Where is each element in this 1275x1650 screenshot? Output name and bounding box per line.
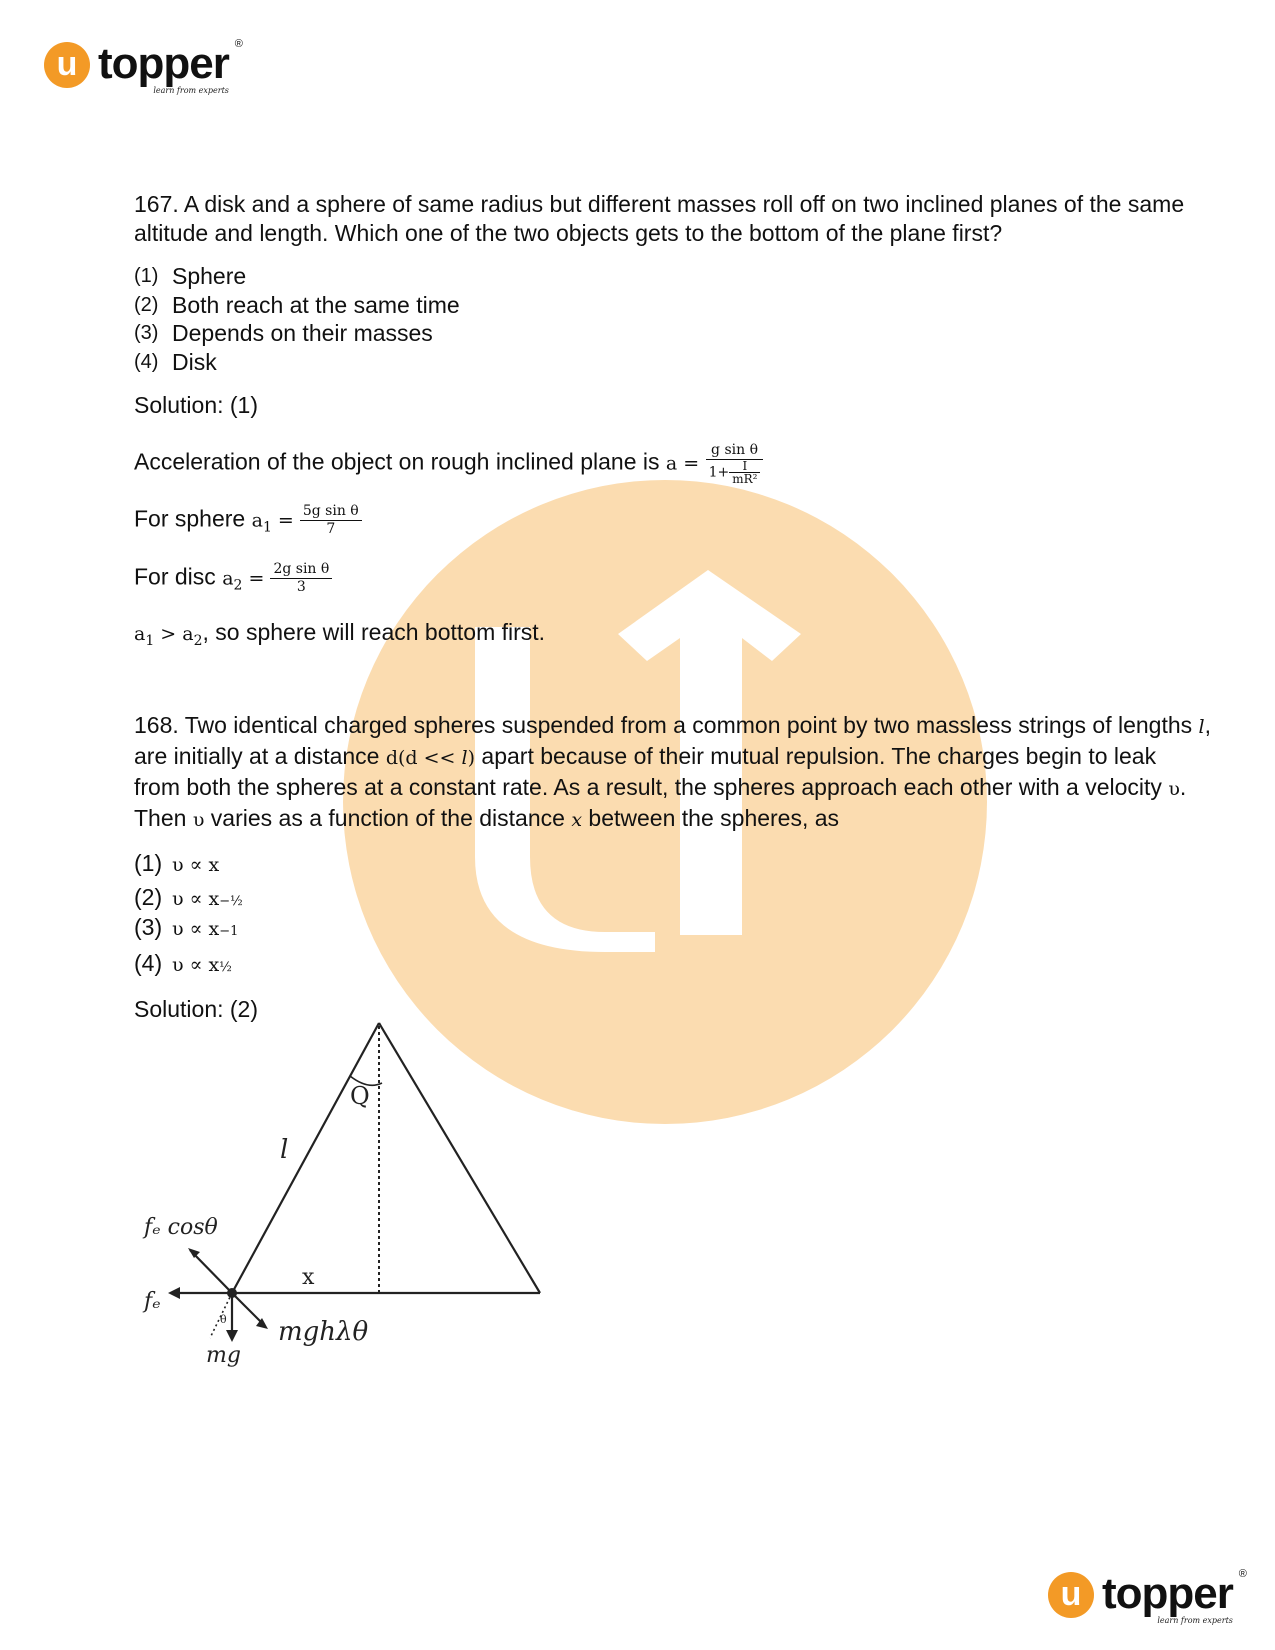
q168-text-part: . <box>1179 774 1187 801</box>
q168-line-2 <box>134 742 1224 773</box>
x-label: x <box>302 1265 315 1290</box>
registered-mark: ® <box>1238 1568 1247 1580</box>
math-var: l <box>1198 716 1205 739</box>
option-item <box>134 262 1224 291</box>
right-string <box>379 1023 540 1293</box>
question-167-options <box>134 262 1224 376</box>
logo-tagline: learn from experts <box>1157 1616 1233 1625</box>
option-expr: υ ∝ x <box>172 954 220 977</box>
option-item <box>134 849 1224 883</box>
nested-fraction <box>729 460 760 485</box>
question-168-text <box>134 711 1224 835</box>
fe-cos-label: fₑ cosθ <box>144 1215 218 1240</box>
brand-logo-top <box>44 38 243 95</box>
length-label: l <box>280 1135 289 1165</box>
disc-var: a <box>222 567 234 590</box>
option-exponent: −½ <box>219 894 243 910</box>
option-exponent: −1 <box>219 924 239 940</box>
option-number: (2) <box>134 884 163 911</box>
solution-167-label: Solution: (1) <box>134 392 259 418</box>
option-expr: υ ∝ x <box>172 918 220 941</box>
option-item <box>134 913 1224 949</box>
logo-tagline: learn from experts <box>153 86 229 95</box>
option-text: Both reach at the same time <box>172 291 460 318</box>
disc-fraction <box>270 561 332 596</box>
option-text: Disk <box>172 348 217 375</box>
fraction-numerator: 5g sin θ <box>300 503 362 521</box>
fraction-denominator: 3 <box>296 578 306 595</box>
q168-text-part: from both the spheres at a constant rate. As a result, the spheres approach each other with a velocity <box>134 774 1169 801</box>
acceleration-fraction <box>706 442 764 485</box>
option-expr: υ ∝ x <box>172 854 220 877</box>
acceleration-text: Acceleration of the object on rough inclined plane is <box>134 448 666 475</box>
option-text: Sphere <box>172 263 247 289</box>
option-number: (1) <box>134 265 159 287</box>
theta-label: Q <box>350 1082 370 1110</box>
q168-text-part: apart because of their mutual repulsion. The charges begin to leak <box>475 743 1157 770</box>
sphere-var: a <box>251 509 263 532</box>
option-number: (3) <box>134 322 159 344</box>
fe-arrowhead <box>168 1287 180 1299</box>
option-text: Depends on their masses <box>172 320 433 346</box>
left-string <box>232 1023 379 1293</box>
conclusion-var2: a <box>182 623 194 646</box>
acceleration-formula <box>134 442 1224 485</box>
math-var: l <box>461 747 468 770</box>
conclusion-sub2: 2 <box>193 633 203 650</box>
mg-arrowhead <box>226 1330 238 1342</box>
fraction-denominator: 7 <box>326 521 336 537</box>
logo-badge: u <box>1048 1572 1094 1618</box>
fraction-numerator: g sin θ <box>706 442 764 460</box>
disc-text: For disc <box>134 563 223 590</box>
solution-168-label: Solution: (2) <box>134 996 259 1023</box>
math-var: υ <box>192 809 205 832</box>
option-number: (3) <box>134 914 163 941</box>
question-167-text: 167. A disk and a sphere of same radius but different masses roll off on two inclined planes of the same altitude and length. Which one of the two objects gets to the bottom of the plane first? <box>134 191 1185 246</box>
option-number: (4) <box>134 350 159 373</box>
fe-cos-arrowhead <box>188 1248 200 1258</box>
charged-sphere <box>227 1288 237 1298</box>
disc-formula: For disc $a_2$ = $\frac{\text{2g sin θ}}{3}$ <box>134 561 1224 601</box>
option-number: (1) <box>134 850 163 877</box>
conclusion-sub1: 1 <box>145 633 155 650</box>
q168-line-1 <box>134 711 1224 742</box>
sphere-sub: 1 <box>262 519 272 536</box>
nested-numerator: I <box>729 460 760 473</box>
sphere-text: For sphere <box>134 505 252 532</box>
force-diagram <box>140 1018 560 1378</box>
mgh-arrow-line <box>232 1293 264 1325</box>
fraction-denominator <box>706 460 764 485</box>
mgh-label: mghλθ <box>278 1317 369 1347</box>
fe-cos-arrow-line <box>190 1250 232 1293</box>
option-number: (4) <box>134 950 163 977</box>
sphere-formula: For sphere $a_1$ = $\frac{\text{5g sin θ}}{7}$ <box>134 503 1224 543</box>
sphere-fraction <box>300 503 362 538</box>
option-item <box>134 348 1224 377</box>
q168-text-part: are initially at a distance <box>134 743 386 770</box>
disc-sub: 2 <box>233 577 243 594</box>
math-expr: d(d << <box>385 747 462 770</box>
page-content <box>134 190 1224 1024</box>
conclusion-var1: a <box>134 623 146 646</box>
option-exponent: ½ <box>219 960 232 976</box>
logo-badge: u <box>44 42 90 88</box>
mg-label: mg <box>206 1343 241 1368</box>
small-theta-label: θ <box>220 1313 227 1326</box>
q168-text-part: , <box>1204 712 1211 739</box>
math-var: υ <box>1168 778 1180 801</box>
question-168-options <box>134 849 1224 983</box>
q168-text-part: varies as a function of the distance <box>204 805 572 832</box>
fe-label: fₑ <box>144 1289 161 1314</box>
logo-wordmark: topper <box>1102 1569 1233 1618</box>
option-item <box>134 291 1224 320</box>
math-var: x <box>571 809 583 832</box>
conclusion-text: , so sphere will reach bottom first. <box>202 619 546 646</box>
option-item <box>134 949 1224 983</box>
q168-text-part: Then <box>134 805 193 832</box>
acceleration-lhs: a = <box>665 452 700 475</box>
den-prefix: 1+ <box>708 464 730 481</box>
option-item <box>134 319 1224 348</box>
math-expr: ) <box>467 747 476 770</box>
conclusion-op: > <box>154 623 183 646</box>
q168-line-4 <box>134 804 1224 835</box>
option-item <box>134 883 1224 913</box>
option-expr: υ ∝ x <box>172 888 220 911</box>
logo-wordmark: topper <box>98 39 229 88</box>
registered-mark: ® <box>234 38 243 50</box>
conclusion-167 <box>134 618 1224 656</box>
q168-text-part: 168. Two identical charged spheres suspended from a common point by two massless strings of lengths <box>134 712 1199 739</box>
brand-logo-bottom <box>1048 1568 1247 1625</box>
option-number: (2) <box>134 293 159 316</box>
nested-denominator: mR² <box>732 472 758 486</box>
q168-text-part: between the spheres, as <box>582 805 840 832</box>
fraction-numerator: 2g sin θ <box>270 561 332 579</box>
q168-line-3 <box>134 773 1224 804</box>
